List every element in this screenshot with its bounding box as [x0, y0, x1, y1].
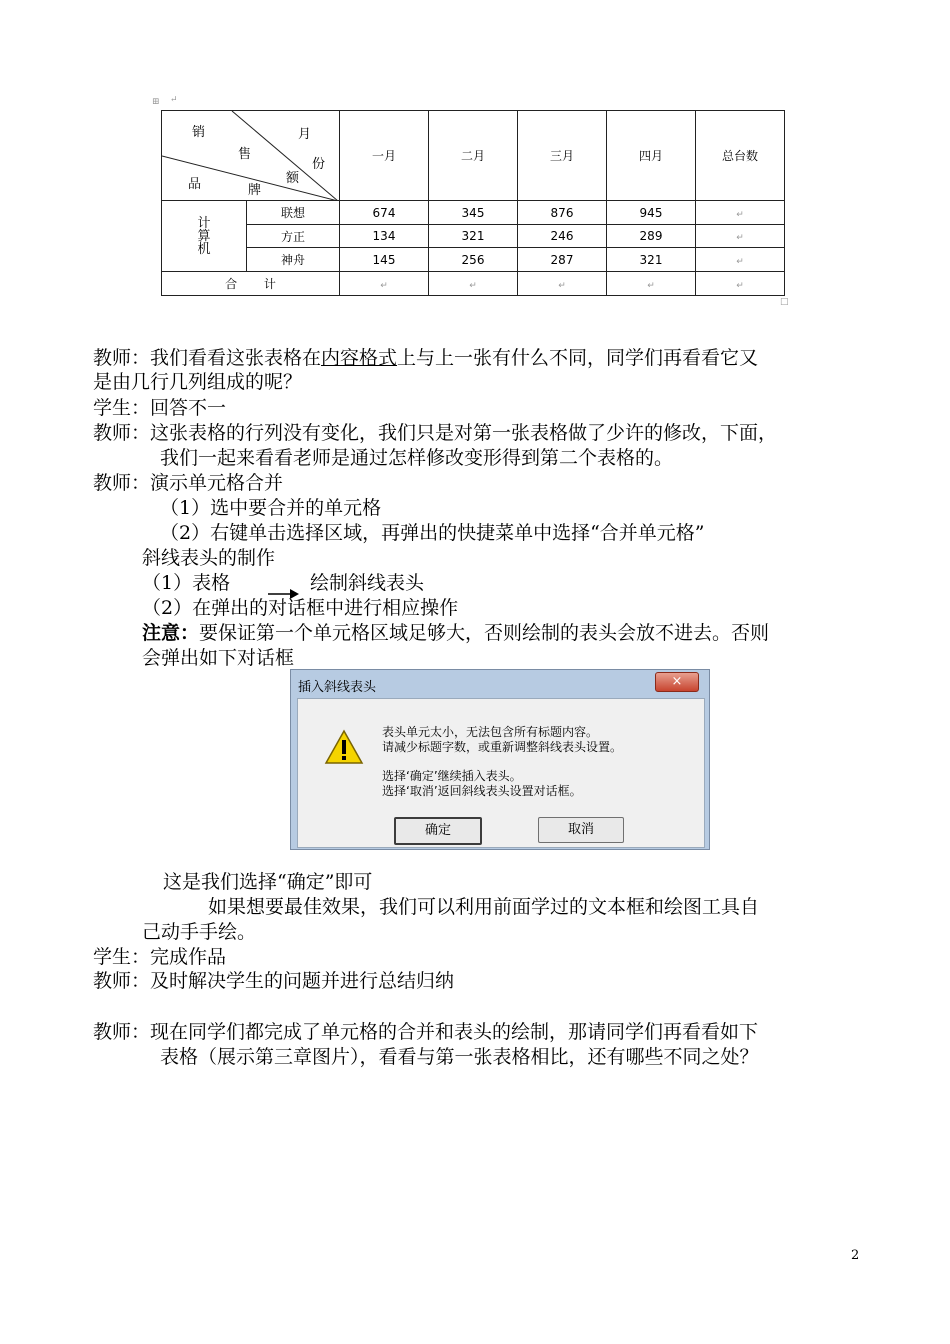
dialog-title: 插入斜线表头 [298, 680, 377, 695]
insert-diagonal-header-dialog [290, 669, 710, 850]
value-cell: 134 [340, 225, 429, 248]
paragraph-teacher-5: 教师：现在同学们都完成了单元格的合并和表头的绘制，那请同学们再看看如下 [93, 1021, 759, 1043]
dialog-message-1: 表头单元太小，无法包含所有标题内容。 [382, 725, 599, 739]
diagonal-header-cell [162, 111, 340, 201]
empty-total-cell: ↵ [696, 248, 785, 272]
header-word-yue: 月 [298, 127, 312, 142]
month-header-4: 四月 [607, 111, 696, 201]
page-number: 2 [851, 1248, 860, 1263]
value-cell: 674 [340, 201, 429, 225]
dialog-body [297, 698, 705, 848]
header-word-fen: 份 [312, 157, 326, 172]
brand-cell: 联想 [247, 201, 340, 225]
paragraph-best-effect: 如果想要最佳效果，我们可以利用前面学过的文本框和绘图工具自 [208, 896, 760, 918]
value-cell: 876 [518, 201, 607, 225]
paragraph-student-1: 学生：回答不一 [93, 397, 227, 419]
month-header-3: 三月 [518, 111, 607, 201]
value-cell: 321 [429, 225, 518, 248]
sales-table-figure [152, 95, 792, 310]
section-diagonal-header: 斜线表头的制作 [142, 547, 276, 569]
empty-sum-cell: ↵ [696, 272, 785, 296]
paragraph-teacher-4: 教师：及时解决学生的问题并进行总结归纳 [93, 970, 455, 992]
note-paragraph-cont: 会弹出如下对话框 [142, 647, 295, 669]
empty-total-cell: ↵ [696, 225, 785, 248]
sales-table [161, 110, 785, 296]
month-header-2: 二月 [429, 111, 518, 201]
sum-label-b: 计 [263, 277, 276, 291]
sum-label-cell [162, 272, 340, 296]
note-label: 注意： [142, 622, 200, 644]
month-header-1: 一月 [340, 111, 429, 201]
paragraph-best-effect-cont: 己动手手绘。 [142, 921, 257, 943]
brand-cell: 神舟 [247, 248, 340, 272]
value-cell: 256 [429, 248, 518, 272]
header-word-xiao: 销 [192, 125, 206, 140]
dialog-message-4: 选择‘取消’返回斜线表头设置对话框。 [382, 784, 582, 798]
header-word-ming: 牌 [248, 183, 262, 198]
paragraph-teacher-2-cont: 我们一起来看看老师是通过怎样修改变形得到第二个表格的。 [160, 447, 674, 469]
paragraph-teacher-1: 教师：我们看看这张表格在内容格式上与上一张有什么不同，同学们再看看它又 [93, 347, 759, 369]
value-cell: 287 [518, 248, 607, 272]
resize-handle-icon: □ [780, 297, 789, 307]
empty-sum-cell: ↵ [340, 272, 429, 296]
value-cell: 246 [518, 225, 607, 248]
step-diagonal-2: （2）在弹出的对话框中进行相应操作 [142, 597, 459, 619]
paragraph-confirm: 这是我们选择“确定”即可 [163, 871, 373, 893]
note-paragraph: 注意：要保证第一个单元格区域足够大，否则绘制的表头会放不进去。否则 [142, 622, 770, 644]
paragraph-student-2: 学生：完成作品 [93, 946, 227, 968]
paragraph-mark: ↵ [170, 95, 178, 105]
paragraph-teacher-3: 教师：演示单元格合并 [93, 472, 284, 494]
paragraph-teacher-5-cont: 表格（展示第三章图片），看看与第一张表格相比，还有哪些不同之处？ [160, 1046, 759, 1068]
dialog-message-2: 请减少标题字数，或重新调整斜线表头设置。 [382, 740, 623, 754]
table-anchor-mark: ⊞ [152, 97, 160, 107]
sum-label-a: 合 [225, 277, 238, 291]
empty-sum-cell: ↵ [518, 272, 607, 296]
value-cell: 321 [607, 248, 696, 272]
value-cell: 945 [607, 201, 696, 225]
paragraph-teacher-1-cont: 是由几行几列组成的呢？ [93, 371, 303, 393]
value-cell: 145 [340, 248, 429, 272]
step-merge-2: （2）右键单击选择区域，再弹出的快捷菜单中选择“合并单元格” [160, 522, 705, 544]
brand-cell: 方正 [247, 225, 340, 248]
underlined-term: 内容格式 [321, 347, 398, 369]
total-header: 总台数 [696, 111, 785, 201]
header-word-e: 额 [286, 171, 300, 186]
step-diagonal-1: （1）表格 [142, 572, 231, 594]
empty-total-cell: ↵ [696, 201, 785, 225]
step-diagonal-1-target: 绘制斜线表头 [310, 572, 425, 594]
group-label-cell [162, 201, 247, 272]
ok-button[interactable]: 确定 [394, 817, 482, 845]
dialog-message-3: 选择‘确定’继续插入表头。 [382, 769, 522, 783]
empty-sum-cell: ↵ [429, 272, 518, 296]
header-word-pin: 品 [188, 177, 202, 192]
close-icon[interactable]: × [655, 672, 699, 692]
header-word-shou: 售 [238, 147, 252, 162]
warning-icon [324, 729, 364, 765]
value-cell: 345 [429, 201, 518, 225]
empty-sum-cell: ↵ [607, 272, 696, 296]
value-cell: 289 [607, 225, 696, 248]
group-label: 计 算 机 [197, 215, 211, 257]
step-merge-1: （1）选中要合并的单元格 [160, 497, 382, 519]
paragraph-teacher-2: 教师：这张表格的行列没有变化，我们只是对第一张表格做了少许的修改，下面， [93, 422, 778, 444]
cancel-button[interactable]: 取消 [538, 817, 624, 843]
